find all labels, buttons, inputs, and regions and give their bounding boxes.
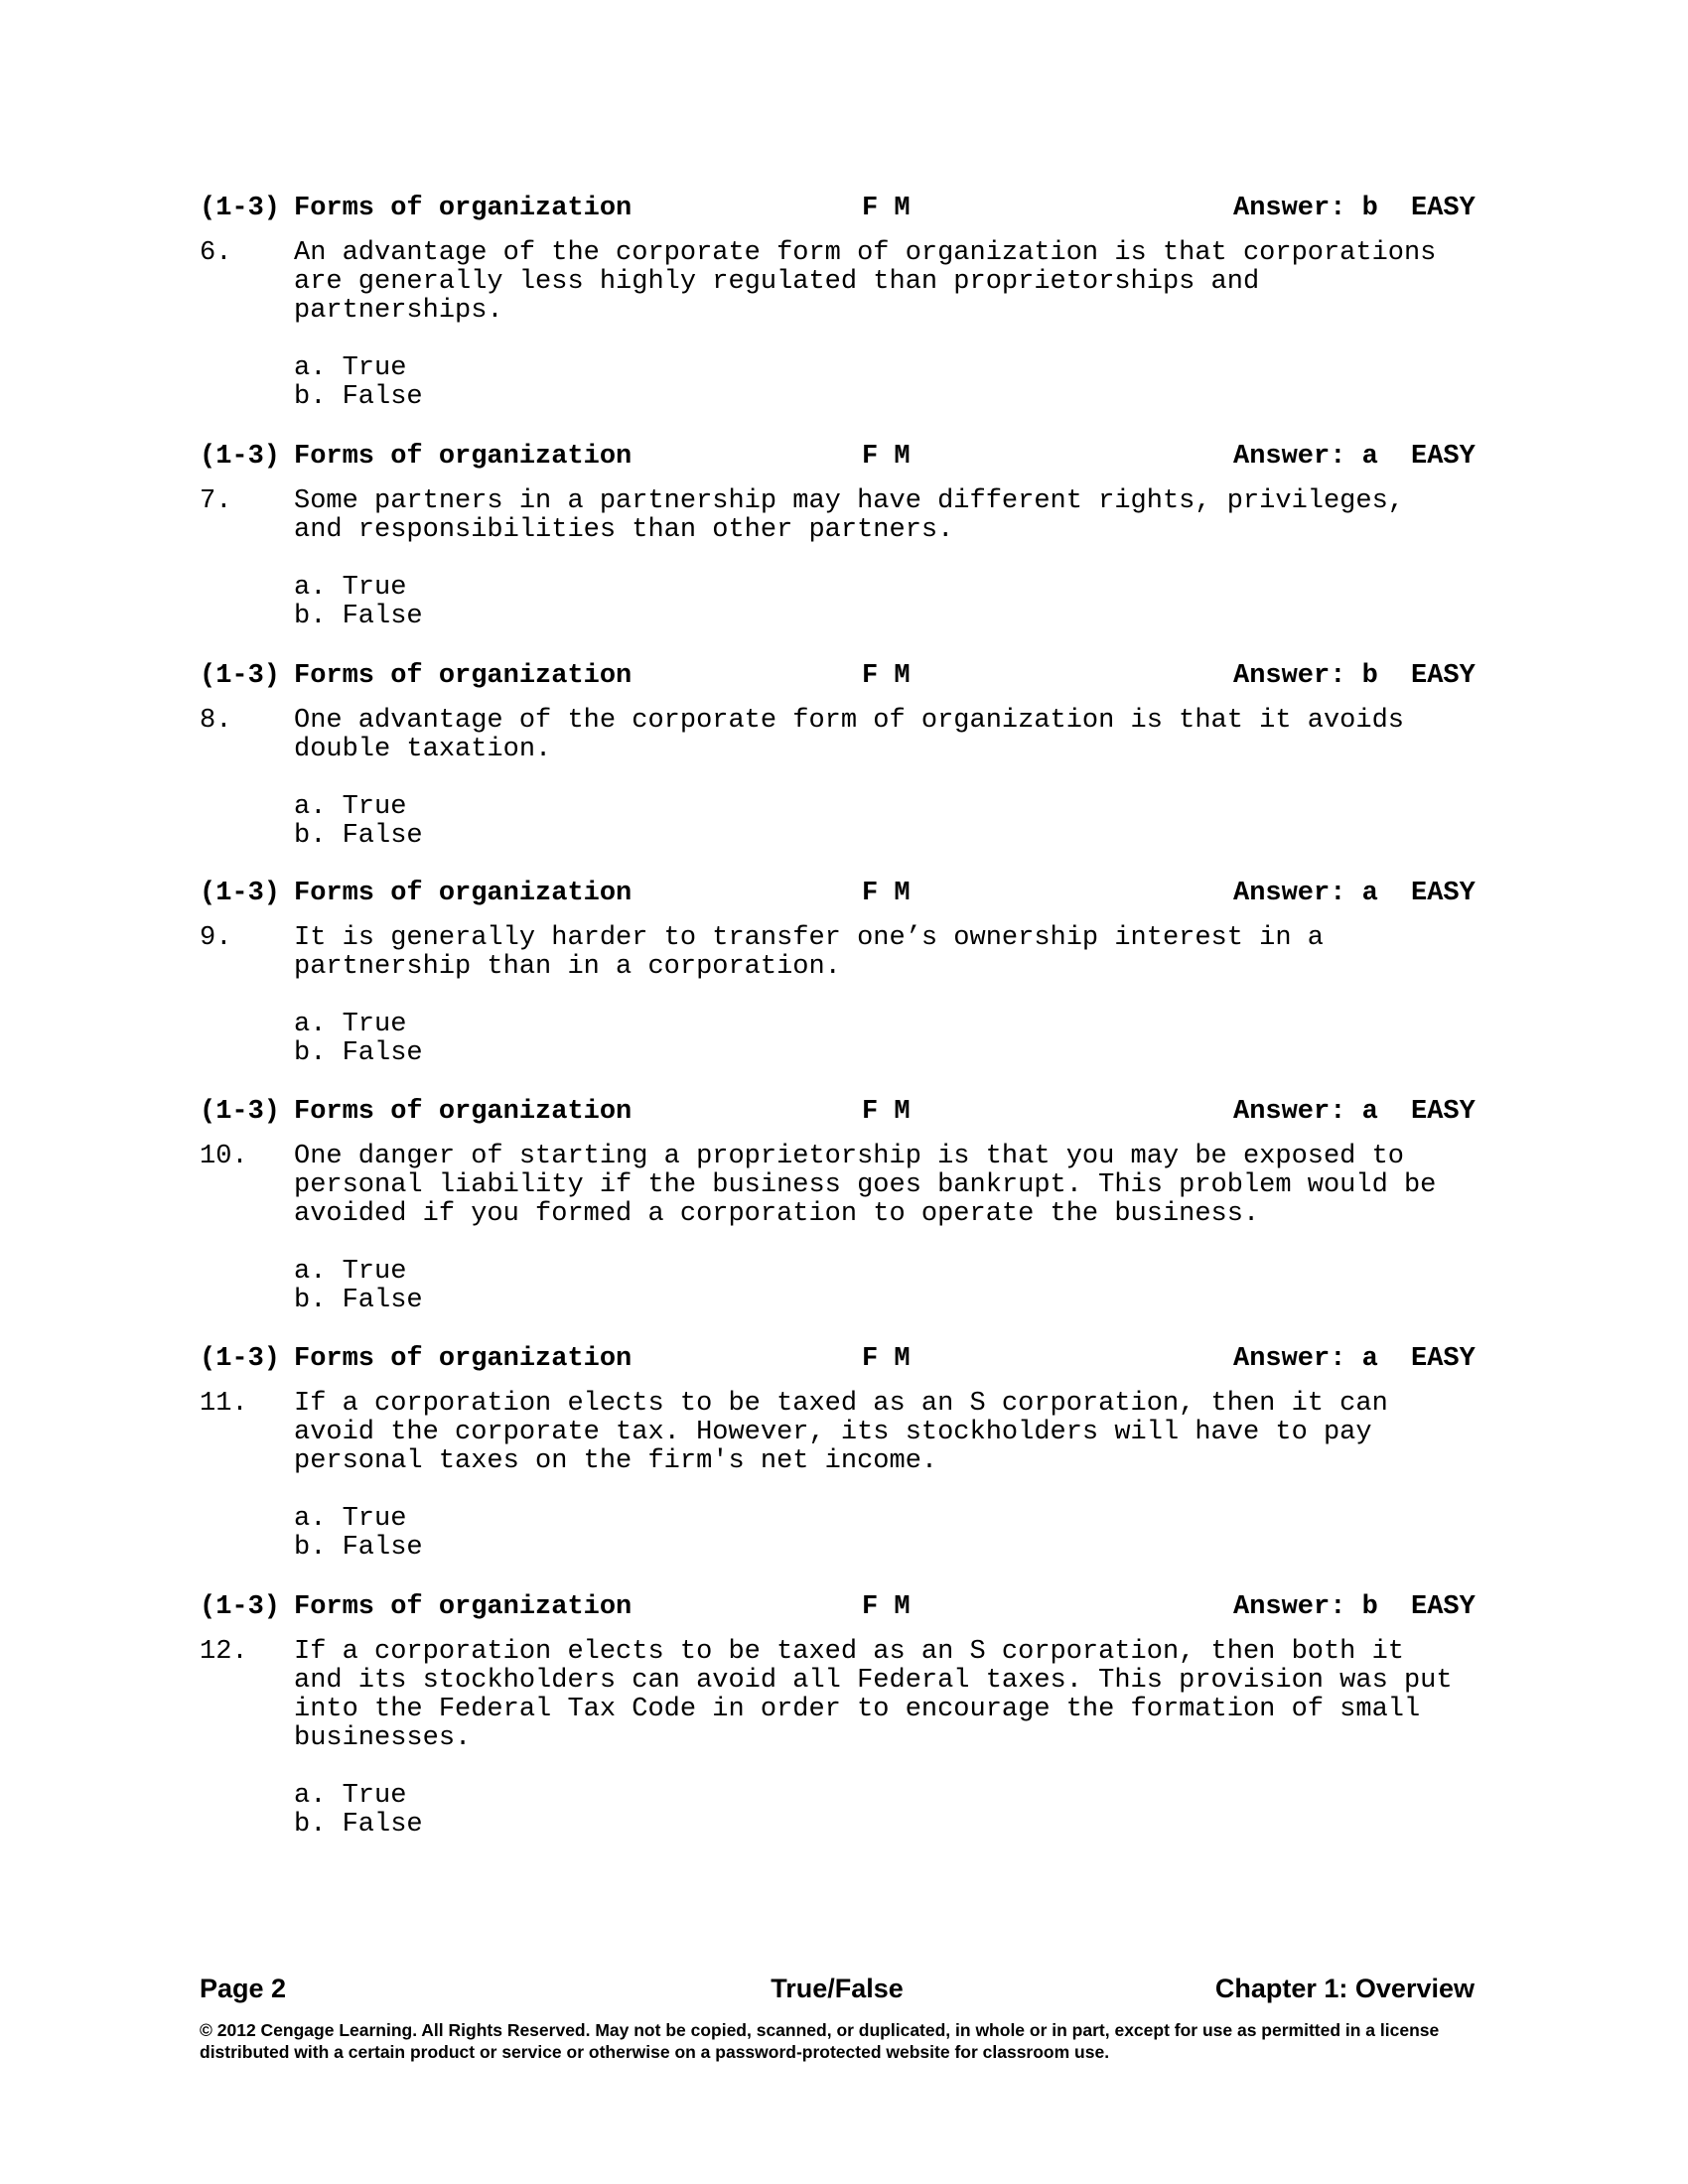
question-item — [200, 1345, 1480, 1563]
question-text: It is generally harder to transfer one’s ownership interest in a partnership than in a corporation. — [294, 923, 1324, 982]
question-text: Some partners in a partnership may have different rights, privileges, and responsibilities than other partners. — [294, 486, 1404, 545]
question-text: One advantage of the corporate form of organization is that it avoids double taxation. — [294, 706, 1404, 764]
options — [294, 574, 1480, 631]
option: b. False — [294, 602, 423, 631]
difficulty: EASY — [1411, 442, 1476, 472]
tag: F M — [862, 661, 911, 691]
question-number: 6. — [200, 238, 232, 268]
question-text: If a corporation elects to be taxed as an S corporation, then it can avoid the corporate tax. However, its stockholders will have to pay personal taxes on the firm's net income. — [294, 1389, 1388, 1476]
option: a. True — [294, 1010, 407, 1039]
options — [294, 793, 1480, 851]
section-ref: (1-3) — [200, 442, 281, 472]
question-number: 12. — [200, 1637, 248, 1667]
tag: F M — [862, 1097, 911, 1127]
topic: Forms of organization — [294, 1592, 633, 1622]
question-item — [200, 443, 1480, 631]
options — [294, 1011, 1480, 1068]
question-header — [200, 1345, 1480, 1374]
section-ref: (1-3) — [200, 1344, 281, 1374]
answer: Answer: a — [1233, 1097, 1378, 1127]
section-ref: (1-3) — [200, 1097, 281, 1127]
topic: Forms of organization — [294, 1097, 633, 1127]
option: b. False — [294, 1038, 423, 1068]
option: b. False — [294, 1533, 423, 1563]
question-header — [200, 443, 1480, 472]
section-name: True/False — [771, 1974, 904, 2003]
option: a. True — [294, 1781, 407, 1811]
page-footer — [200, 1974, 1475, 2005]
question-item — [200, 1593, 1480, 1840]
topic: Forms of organization — [294, 442, 633, 472]
section-ref: (1-3) — [200, 194, 281, 223]
options — [294, 1782, 1480, 1840]
answer: Answer: b — [1233, 1592, 1378, 1622]
answer: Answer: a — [1233, 879, 1378, 908]
question-header — [200, 662, 1480, 691]
tag: F M — [862, 1344, 911, 1374]
answer: Answer: a — [1233, 1344, 1378, 1374]
option: a. True — [294, 573, 407, 603]
question-text: One danger of starting a proprietorship is that you may be exposed to personal liability if the business goes bankrupt. This problem would be avoided if you formed a corporation to operate the business. — [294, 1142, 1437, 1229]
topic: Forms of organization — [294, 1344, 633, 1374]
answer: Answer: b — [1233, 194, 1378, 223]
question-header — [200, 1593, 1480, 1622]
options — [294, 1505, 1480, 1563]
question-number: 11. — [200, 1389, 248, 1419]
section-ref: (1-3) — [200, 661, 281, 691]
topic: Forms of organization — [294, 879, 633, 908]
option: a. True — [294, 1257, 407, 1287]
topic: Forms of organization — [294, 194, 633, 223]
option: b. False — [294, 1810, 423, 1840]
chapter-title: Chapter 1: Overview — [1214, 1974, 1475, 2003]
question-item — [200, 1098, 1480, 1315]
option: b. False — [294, 1286, 423, 1315]
difficulty: EASY — [1411, 879, 1476, 908]
difficulty: EASY — [1411, 1592, 1476, 1622]
question-number: 8. — [200, 706, 232, 736]
question-item — [200, 662, 1480, 851]
page-number: Page 2 — [200, 1974, 287, 2003]
question-number: 10. — [200, 1142, 248, 1171]
question-item — [200, 880, 1480, 1068]
copyright-notice: © 2012 Cengage Learning. All Rights Reserved. May not be copied, scanned, or duplicated, in whole or in part, except for use as permitted in a license distributed with a certain product or service or otherwise on a password-protected website for classroom use. — [200, 2020, 1440, 2062]
difficulty: EASY — [1411, 1344, 1476, 1374]
difficulty: EASY — [1411, 661, 1476, 691]
option: a. True — [294, 353, 407, 383]
tag: F M — [862, 1592, 911, 1622]
question-number: 9. — [200, 923, 232, 953]
difficulty: EASY — [1411, 1097, 1476, 1127]
question-header — [200, 195, 1480, 223]
difficulty: EASY — [1411, 194, 1476, 223]
section-ref: (1-3) — [200, 879, 281, 908]
question-item — [200, 195, 1480, 412]
options — [294, 354, 1480, 412]
options — [294, 1258, 1480, 1315]
option: b. False — [294, 821, 423, 851]
question-number: 7. — [200, 486, 232, 516]
tag: F M — [862, 879, 911, 908]
question-header — [200, 1098, 1480, 1127]
tag: F M — [862, 194, 911, 223]
question-text: An advantage of the corporate form of organization is that corporations are generally less highly regulated than proprietorships and partnerships. — [294, 238, 1437, 326]
option: a. True — [294, 792, 407, 822]
answer: Answer: a — [1233, 442, 1378, 472]
option: b. False — [294, 382, 423, 412]
question-header — [200, 880, 1480, 908]
section-ref: (1-3) — [200, 1592, 281, 1622]
question-text: If a corporation elects to be taxed as an S corporation, then both it and its stockholders can avoid all Federal taxes. This provision was put into the Federal Tax Code in order to encourage the formation of small businesses. — [294, 1637, 1453, 1753]
tag: F M — [862, 442, 911, 472]
option: a. True — [294, 1504, 407, 1534]
topic: Forms of organization — [294, 661, 633, 691]
answer: Answer: b — [1233, 661, 1378, 691]
